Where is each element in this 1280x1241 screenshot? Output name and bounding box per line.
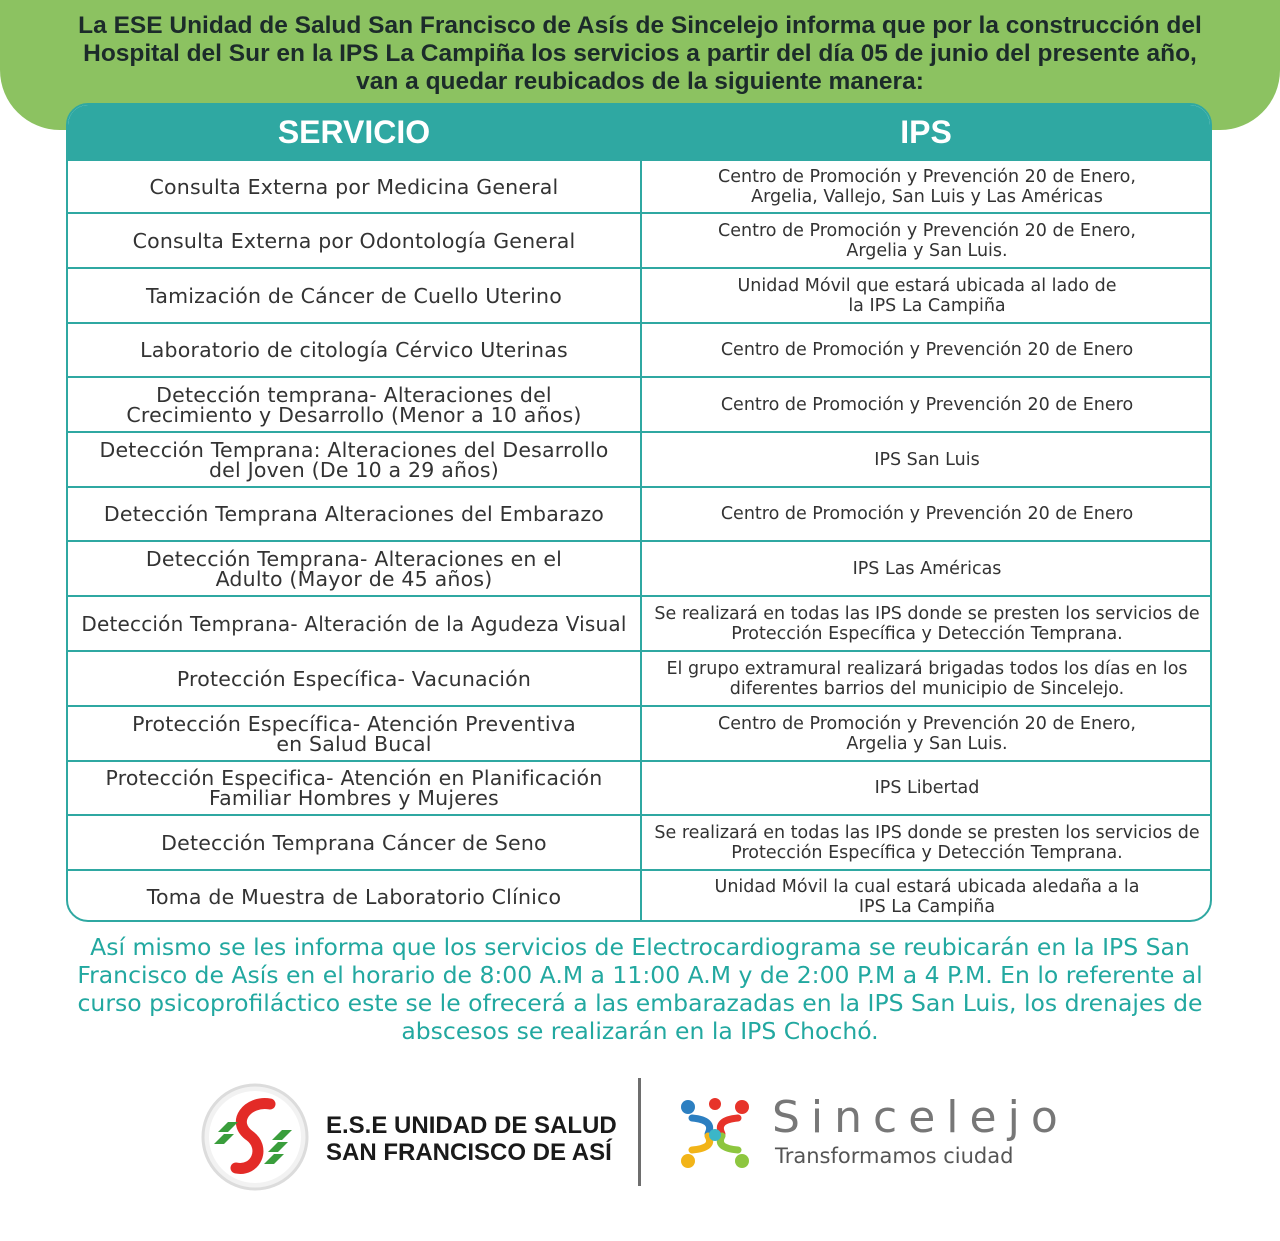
ips-text: Centro de Promoción y Prevención 20 de Enero, — [718, 220, 1136, 241]
table-row — [68, 322, 1210, 376]
servicio-text: Detección Temprana Cáncer de Seno — [161, 830, 547, 855]
servicio-text: Detección Temprana: Alteraciones del Desarrollo — [99, 437, 609, 462]
servicio-cell — [68, 488, 640, 540]
servicio-text: Protección Específica- Vacunación — [176, 666, 532, 691]
table-row — [68, 486, 1210, 540]
servicio-cell — [68, 161, 640, 212]
footer-line: Así mismo se les informa que los servicios de Electrocardiograma se reubicarán en la IPS San — [90, 933, 1190, 961]
servicio-text: Consulta Externa por Odontología General — [132, 228, 576, 253]
ips-text: Unidad Móvil que estará ubicada al lado de — [737, 275, 1117, 296]
ips-text: Centro de Promoción y Prevención 20 de Enero, — [718, 166, 1136, 187]
servicio-cell — [68, 433, 640, 486]
header-announcement — [40, 12, 1240, 96]
ese-name-line: SAN FRANCISCO DE ASÍ — [326, 1139, 612, 1166]
table-row — [68, 869, 1210, 922]
table-row — [68, 540, 1210, 595]
ips-text: Centro de Promoción y Prevención 20 de Enero — [720, 394, 1134, 415]
ips-cell — [642, 542, 1212, 595]
servicio-text: Protección Especifica- Atención en Planificación — [105, 766, 603, 790]
ips-text: diferentes barrios del municipio de Sincelejo. — [729, 678, 1125, 699]
footer-line: curso psicoprofiláctico este se le ofrecerá a las embarazadas en la IPS San Luis, los drenajes de — [77, 989, 1203, 1017]
table-row — [68, 159, 1210, 212]
servicio-cell — [68, 214, 640, 267]
ese-name — [326, 1112, 617, 1166]
table-row — [68, 212, 1210, 267]
servicio-cell — [68, 542, 640, 595]
ips-cell — [642, 378, 1212, 431]
servicio-cell — [68, 707, 640, 760]
ips-cell — [642, 433, 1212, 486]
sincelejo-title: Sincelejo — [772, 1092, 1069, 1143]
header-ips: IPS — [900, 114, 952, 150]
header-line: La ESE Unidad de Salud San Francisco de Asís de Sincelejo informa que por la construcción del — [78, 12, 1202, 39]
servicio-text: Toma de Muestra de Laboratorio Clínico — [146, 884, 562, 909]
ips-cell — [642, 871, 1212, 922]
ips-text: Argelia, Vallejo, San Luis y Las Américas — [751, 186, 1103, 207]
ips-cell — [642, 324, 1212, 376]
ips-cell — [642, 488, 1212, 540]
ips-cell — [642, 597, 1212, 650]
servicio-text: Familiar Hombres y Mujeres — [209, 786, 499, 810]
services-table — [66, 103, 1212, 922]
ips-text: Unidad Móvil la cual estará ubicada aledaña a la — [714, 876, 1140, 897]
servicio-cell — [68, 871, 640, 922]
ips-text: Centro de Promoción y Prevención 20 de Enero — [720, 504, 1134, 524]
ips-text: Argelia y San Luis. — [846, 240, 1008, 261]
servicio-cell — [68, 324, 640, 376]
servicio-text: Detección Temprana- Alteraciones en el — [145, 546, 563, 571]
footer-line: Francisco de Asís en el horario de 8:00 A.M a 11:00 A.M y de 2:00 P.M a 4 P.M. En lo referente al — [77, 961, 1203, 989]
servicio-cell — [68, 378, 640, 431]
servicio-text: Protección Específica- Atención Preventiva — [132, 711, 576, 736]
ips-text: IPS San Luis — [874, 449, 980, 470]
servicio-cell — [68, 816, 640, 869]
servicio-cell — [68, 597, 640, 650]
ips-text: Centro de Promoción y Prevención 20 de Enero, — [718, 713, 1136, 734]
ese-logo-icon — [200, 1082, 310, 1192]
table-row — [68, 595, 1210, 650]
table-row — [68, 267, 1210, 322]
servicio-cell — [68, 762, 640, 814]
ips-text: IPS Libertad — [874, 778, 980, 798]
servicio-cell — [68, 269, 640, 322]
logo-separator — [638, 1078, 641, 1186]
table-row — [68, 431, 1210, 486]
ips-text: Protección Específica y Detección Temprana. — [731, 623, 1123, 644]
ips-cell — [642, 214, 1212, 267]
sincelejo-logo-icon — [678, 1098, 752, 1170]
ips-text: IPS La Campiña — [858, 896, 996, 917]
footer-note — [40, 933, 1240, 1045]
header-line: van a quedar reubicados de la siguiente manera: — [356, 68, 924, 95]
servicio-cell — [68, 652, 640, 705]
servicio-text: Detección Temprana- Alteración de la Agudeza Visual — [81, 611, 627, 636]
ips-text: Centro de Promoción y Prevención 20 de Enero — [720, 340, 1134, 360]
ips-cell — [642, 816, 1212, 869]
servicio-text: Detección temprana- Alteraciones del — [156, 382, 552, 407]
table-row — [68, 814, 1210, 869]
ips-text: Protección Específica y Detección Temprana. — [731, 842, 1123, 863]
servicio-text: Laboratorio de citología Cérvico Uterinas — [140, 338, 568, 362]
ips-text: IPS Las Américas — [852, 558, 1002, 579]
ips-text: Argelia y San Luis. — [846, 733, 1008, 754]
servicio-text: Consulta Externa por Medicina General — [149, 174, 559, 199]
servicio-text: del Joven (De 10 a 29 años) — [208, 457, 500, 482]
ips-cell — [642, 652, 1212, 705]
ese-name-line: E.S.E UNIDAD DE SALUD — [326, 1112, 617, 1139]
ips-text: Se realizará en todas las IPS donde se presten los servicios de — [654, 603, 1200, 624]
servicio-text: Adulto (Mayor de 45 años) — [215, 566, 493, 591]
servicio-text: Detección Temprana Alteraciones del Embarazo — [103, 502, 605, 526]
servicio-text: en Salud Bucal — [276, 731, 432, 756]
column-divider — [640, 159, 642, 922]
table-row — [68, 376, 1210, 431]
footer-line: abscesos se realizarán en la IPS Chochó. — [401, 1017, 879, 1045]
sincelejo-subtitle: Transformamos ciudad — [775, 1144, 1014, 1168]
table-row — [68, 705, 1210, 760]
ips-cell — [642, 269, 1212, 322]
table-row — [68, 760, 1210, 814]
header-line: Hospital del Sur en la IPS La Campiña los servicios a partir del día 05 de junio del presente año, — [83, 40, 1197, 67]
servicio-text: Crecimiento y Desarrollo (Menor a 10 años) — [126, 402, 582, 427]
table-header — [68, 105, 1210, 159]
header-servicio: SERVICIO — [277, 114, 431, 150]
ips-cell — [642, 707, 1212, 760]
ips-text: la IPS La Campiña — [848, 295, 1006, 316]
ips-text: El grupo extramural realizará brigadas todos los días en los — [666, 658, 1188, 679]
ips-cell — [642, 762, 1212, 814]
ips-text: Se realizará en todas las IPS donde se presten los servicios de — [654, 822, 1200, 843]
servicio-text: Tamización de Cáncer de Cuello Uterino — [146, 283, 562, 308]
ips-cell — [642, 161, 1212, 212]
table-row — [68, 650, 1210, 705]
